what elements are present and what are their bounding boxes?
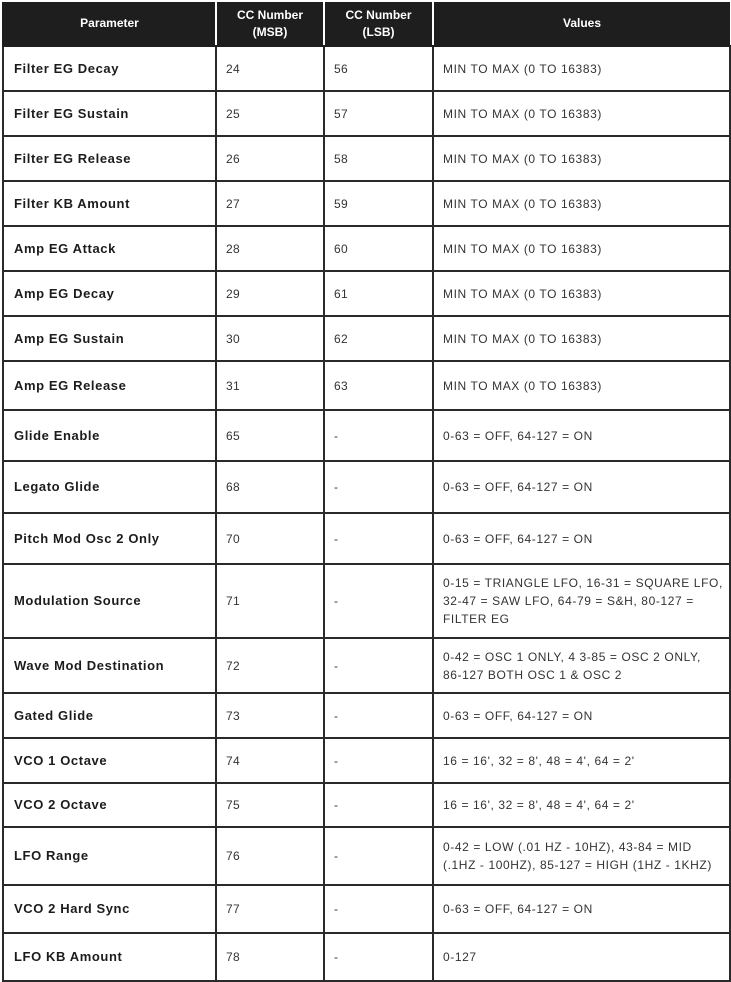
lsb-cell: 61 [324, 271, 433, 316]
table-row [3, 181, 730, 226]
msb-cell: 77 [216, 885, 324, 933]
msb-cell: 28 [216, 226, 324, 271]
msb-cell: 76 [216, 827, 324, 885]
parameter-cell: Modulation Source [3, 564, 216, 638]
parameter-cell: Wave Mod Destination [3, 638, 216, 693]
values-cell: MIN TO MAX (0 TO 16383) [433, 46, 730, 91]
msb-cell: 65 [216, 410, 324, 461]
parameter-cell: Filter EG Decay [3, 46, 216, 91]
lsb-cell: - [324, 638, 433, 693]
values-cell: MIN TO MAX (0 TO 16383) [433, 136, 730, 181]
table-row [3, 271, 730, 316]
parameter-cell: Filter KB Amount [3, 181, 216, 226]
table-row [3, 226, 730, 271]
lsb-cell: - [324, 885, 433, 933]
parameter-cell: Amp EG Attack [3, 226, 216, 271]
parameter-cell: Filter EG Sustain [3, 91, 216, 136]
lsb-cell: 59 [324, 181, 433, 226]
header-parameter: Parameter [3, 2, 216, 46]
header-values: Values [433, 2, 730, 46]
lsb-cell: - [324, 827, 433, 885]
values-cell: MIN TO MAX (0 TO 16383) [433, 361, 730, 410]
parameter-cell: Glide Enable [3, 410, 216, 461]
values-cell: MIN TO MAX (0 TO 16383) [433, 271, 730, 316]
table-row [3, 564, 730, 638]
lsb-cell: - [324, 410, 433, 461]
parameter-cell: Amp EG Release [3, 361, 216, 410]
msb-cell: 73 [216, 693, 324, 738]
table-row [3, 827, 730, 885]
table-row [3, 638, 730, 693]
table-row [3, 513, 730, 564]
msb-cell: 25 [216, 91, 324, 136]
table-row [3, 316, 730, 361]
msb-cell: 72 [216, 638, 324, 693]
values-cell: 0-15 = TRIANGLE LFO, 16-31 = SQUARE LFO, 32-47 = SAW LFO, 64-79 = S&H, 80-127 = FILTER EG [433, 564, 730, 638]
lsb-cell: - [324, 738, 433, 783]
lsb-cell: - [324, 564, 433, 638]
lsb-cell: 58 [324, 136, 433, 181]
parameter-cell: Gated Glide [3, 693, 216, 738]
values-cell: MIN TO MAX (0 TO 16383) [433, 226, 730, 271]
cc-parameter-table [2, 2, 731, 982]
table-row [3, 91, 730, 136]
parameter-cell: VCO 1 Octave [3, 738, 216, 783]
values-cell: MIN TO MAX (0 TO 16383) [433, 91, 730, 136]
lsb-cell: - [324, 461, 433, 513]
values-cell: 16 = 16', 32 = 8', 48 = 4', 64 = 2' [433, 738, 730, 783]
header-row [3, 2, 730, 46]
parameter-cell: VCO 2 Octave [3, 783, 216, 827]
msb-cell: 31 [216, 361, 324, 410]
msb-cell: 74 [216, 738, 324, 783]
table-row [3, 361, 730, 410]
parameter-cell: Amp EG Sustain [3, 316, 216, 361]
msb-cell: 27 [216, 181, 324, 226]
header-cc-msb-line2: (MSB) [252, 24, 288, 39]
table-row [3, 885, 730, 933]
lsb-cell: - [324, 783, 433, 827]
values-cell: 0-63 = OFF, 64-127 = ON [433, 885, 730, 933]
header-cc-msb [216, 2, 324, 46]
table-row [3, 461, 730, 513]
msb-cell: 26 [216, 136, 324, 181]
header-cc-lsb-line1: CC Number [345, 7, 412, 22]
lsb-cell: - [324, 933, 433, 981]
parameter-cell: Amp EG Decay [3, 271, 216, 316]
values-cell: 0-63 = OFF, 64-127 = ON [433, 513, 730, 564]
values-cell: MIN TO MAX (0 TO 16383) [433, 316, 730, 361]
msb-cell: 68 [216, 461, 324, 513]
parameter-cell: LFO Range [3, 827, 216, 885]
msb-cell: 24 [216, 46, 324, 91]
table-row [3, 738, 730, 783]
msb-cell: 78 [216, 933, 324, 981]
parameter-cell: Pitch Mod Osc 2 Only [3, 513, 216, 564]
msb-cell: 30 [216, 316, 324, 361]
table-header [3, 2, 730, 46]
table-row [3, 933, 730, 981]
values-cell: 0-42 = LOW (.01 HZ - 10HZ), 43-84 = MID (.1HZ - 100HZ), 85-127 = HIGH (1HZ - 1KHZ) [433, 827, 730, 885]
msb-cell: 75 [216, 783, 324, 827]
header-cc-msb-line1: CC Number [236, 7, 303, 22]
lsb-cell: 60 [324, 226, 433, 271]
table-row [3, 783, 730, 827]
msb-cell: 29 [216, 271, 324, 316]
table-row [3, 410, 730, 461]
table-row [3, 46, 730, 91]
msb-cell: 70 [216, 513, 324, 564]
values-cell: 0-63 = OFF, 64-127 = ON [433, 410, 730, 461]
lsb-cell: - [324, 513, 433, 564]
msb-cell: 71 [216, 564, 324, 638]
header-cc-lsb-line2: (LSB) [362, 24, 395, 39]
parameter-cell: LFO KB Amount [3, 933, 216, 981]
lsb-cell: - [324, 693, 433, 738]
parameter-cell: Legato Glide [3, 461, 216, 513]
lsb-cell: 63 [324, 361, 433, 410]
table-row [3, 693, 730, 738]
values-cell: 0-127 [433, 933, 730, 981]
parameter-cell: VCO 2 Hard Sync [3, 885, 216, 933]
lsb-cell: 62 [324, 316, 433, 361]
table-body [3, 46, 730, 981]
parameter-cell: Filter EG Release [3, 136, 216, 181]
values-cell: 0-63 = OFF, 64-127 = ON [433, 693, 730, 738]
lsb-cell: 57 [324, 91, 433, 136]
values-cell: 0-63 = OFF, 64-127 = ON [433, 461, 730, 513]
header-cc-lsb [324, 2, 433, 46]
values-cell: MIN TO MAX (0 TO 16383) [433, 181, 730, 226]
table-row [3, 136, 730, 181]
lsb-cell: 56 [324, 46, 433, 91]
values-cell: 0-42 = OSC 1 ONLY, 4 3-85 = OSC 2 ONLY, 86-127 BOTH OSC 1 & OSC 2 [433, 638, 730, 693]
values-cell: 16 = 16', 32 = 8', 48 = 4', 64 = 2' [433, 783, 730, 827]
